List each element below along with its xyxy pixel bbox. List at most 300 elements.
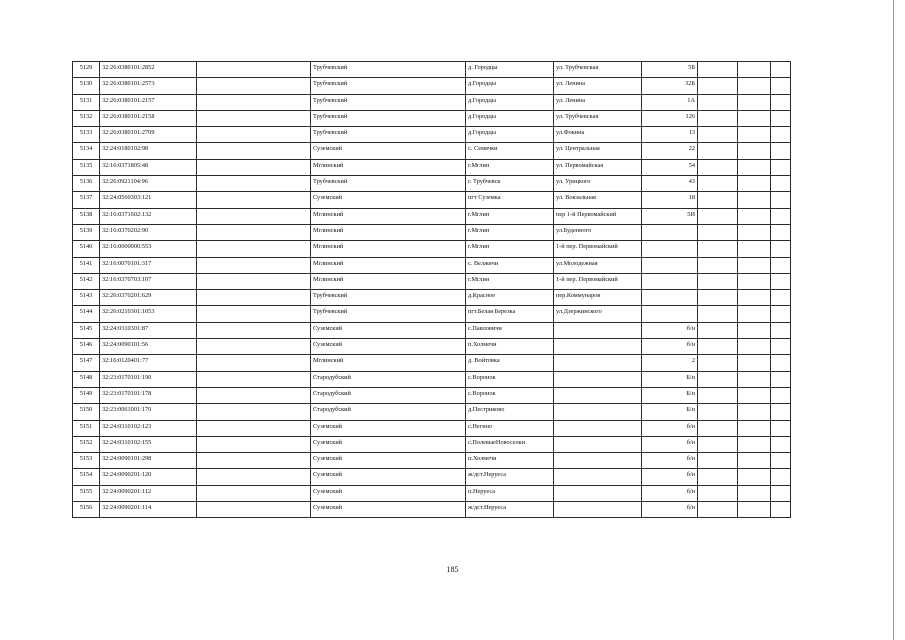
table-row bbox=[73, 224, 791, 240]
empty-cell bbox=[738, 387, 771, 403]
street bbox=[554, 453, 642, 469]
table-row bbox=[73, 257, 791, 273]
empty-cell bbox=[771, 94, 791, 110]
district: Суземский bbox=[311, 420, 466, 436]
table-row bbox=[73, 436, 791, 452]
empty-cell bbox=[698, 241, 738, 257]
table-row bbox=[73, 62, 791, 78]
row-number: 5129 bbox=[73, 62, 100, 78]
street: пер 1-й Первомайский bbox=[554, 208, 642, 224]
empty-cell bbox=[197, 322, 311, 338]
empty-cell bbox=[738, 355, 771, 371]
empty-cell bbox=[771, 62, 791, 78]
district: Трубчевский bbox=[311, 290, 466, 306]
empty-cell bbox=[738, 241, 771, 257]
empty-cell bbox=[698, 127, 738, 143]
row-number: 5146 bbox=[73, 339, 100, 355]
street: ул.Молодежная bbox=[554, 257, 642, 273]
row-number: 5145 bbox=[73, 322, 100, 338]
row-number: 5155 bbox=[73, 485, 100, 501]
house-number: б/н bbox=[642, 502, 698, 518]
row-number: 5147 bbox=[73, 355, 100, 371]
page-edge-line bbox=[893, 0, 894, 640]
table-row bbox=[73, 192, 791, 208]
empty-cell bbox=[698, 387, 738, 403]
empty-cell bbox=[738, 110, 771, 126]
empty-cell bbox=[197, 371, 311, 387]
street bbox=[554, 469, 642, 485]
empty-cell bbox=[698, 436, 738, 452]
empty-cell bbox=[197, 78, 311, 94]
street: ул. Трубчевская bbox=[554, 110, 642, 126]
empty-cell bbox=[197, 224, 311, 240]
locality: с.Воронок bbox=[466, 387, 554, 403]
district: Суземский bbox=[311, 436, 466, 452]
table-row bbox=[73, 371, 791, 387]
locality: д.Городцы bbox=[466, 110, 554, 126]
cadastral-number: 32:24:0310102:155 bbox=[100, 436, 197, 452]
row-number: 5132 bbox=[73, 110, 100, 126]
district: Суземский bbox=[311, 469, 466, 485]
empty-cell bbox=[738, 436, 771, 452]
empty-cell bbox=[771, 78, 791, 94]
empty-cell bbox=[771, 355, 791, 371]
empty-cell bbox=[738, 485, 771, 501]
cadastral-number: 32:23:0061001:170 bbox=[100, 404, 197, 420]
house-number bbox=[642, 241, 698, 257]
house-number: 5И bbox=[642, 208, 698, 224]
house-number: 32Б bbox=[642, 78, 698, 94]
cadastral-number: 32:26:0921104:96 bbox=[100, 176, 197, 192]
empty-cell bbox=[771, 420, 791, 436]
row-number: 5130 bbox=[73, 78, 100, 94]
table-row bbox=[73, 485, 791, 501]
empty-cell bbox=[771, 224, 791, 240]
district: Суземский bbox=[311, 453, 466, 469]
locality: д. Войтовка bbox=[466, 355, 554, 371]
locality: пгт Суземка bbox=[466, 192, 554, 208]
district: Трубчевский bbox=[311, 306, 466, 322]
locality: п.Холмечи bbox=[466, 453, 554, 469]
empty-cell bbox=[698, 273, 738, 289]
street bbox=[554, 371, 642, 387]
row-number: 5156 bbox=[73, 502, 100, 518]
empty-cell bbox=[698, 176, 738, 192]
cadastral-number: 32:16:0070101:317 bbox=[100, 257, 197, 273]
table-row bbox=[73, 502, 791, 518]
empty-cell bbox=[197, 192, 311, 208]
cadastral-number: 32:24:0090101:298 bbox=[100, 453, 197, 469]
empty-cell bbox=[698, 62, 738, 78]
empty-cell bbox=[197, 290, 311, 306]
empty-cell bbox=[197, 241, 311, 257]
empty-cell bbox=[771, 192, 791, 208]
table-row bbox=[73, 143, 791, 159]
empty-cell bbox=[738, 257, 771, 273]
district: Мглинский bbox=[311, 224, 466, 240]
house-number: 1А bbox=[642, 94, 698, 110]
house-number: б/н bbox=[642, 453, 698, 469]
district: Суземский bbox=[311, 322, 466, 338]
row-number: 5150 bbox=[73, 404, 100, 420]
locality: д.Пестриково bbox=[466, 404, 554, 420]
row-number: 5131 bbox=[73, 94, 100, 110]
empty-cell bbox=[738, 420, 771, 436]
house-number: б/н bbox=[642, 322, 698, 338]
empty-cell bbox=[771, 371, 791, 387]
empty-cell bbox=[771, 143, 791, 159]
street: ул. Трубчевская bbox=[554, 62, 642, 78]
district: Трубчевский bbox=[311, 78, 466, 94]
locality: пгт.Белая Березка bbox=[466, 306, 554, 322]
table-row bbox=[73, 273, 791, 289]
empty-cell bbox=[771, 404, 791, 420]
empty-cell bbox=[771, 306, 791, 322]
empty-cell bbox=[698, 143, 738, 159]
cadastral-number: 32:26:0380101:2852 bbox=[100, 62, 197, 78]
cadastral-number: 32:23:0170101:190 bbox=[100, 371, 197, 387]
street: ул.Фокина bbox=[554, 127, 642, 143]
district: Трубчевский bbox=[311, 127, 466, 143]
table-row bbox=[73, 306, 791, 322]
empty-cell bbox=[197, 453, 311, 469]
empty-cell bbox=[197, 420, 311, 436]
district: Стародубский bbox=[311, 387, 466, 403]
house-number bbox=[642, 306, 698, 322]
empty-cell bbox=[698, 224, 738, 240]
table-row bbox=[73, 176, 791, 192]
district: Трубчевский bbox=[311, 110, 466, 126]
row-number: 5137 bbox=[73, 192, 100, 208]
street: ул. Первомайская bbox=[554, 159, 642, 175]
empty-cell bbox=[698, 192, 738, 208]
empty-cell bbox=[197, 387, 311, 403]
locality: с. Велжичи bbox=[466, 257, 554, 273]
cadastral-number: 32:24:0180102:98 bbox=[100, 143, 197, 159]
table-row bbox=[73, 322, 791, 338]
cadastral-number: 32:24:0310102:123 bbox=[100, 420, 197, 436]
row-number: 5141 bbox=[73, 257, 100, 273]
house-number: 54 bbox=[642, 159, 698, 175]
district: Мглинский bbox=[311, 159, 466, 175]
empty-cell bbox=[771, 322, 791, 338]
empty-cell bbox=[738, 502, 771, 518]
house-number: 22 bbox=[642, 143, 698, 159]
house-number: 13 bbox=[642, 127, 698, 143]
empty-cell bbox=[698, 371, 738, 387]
empty-cell bbox=[698, 502, 738, 518]
house-number: 18 bbox=[642, 192, 698, 208]
row-number: 5134 bbox=[73, 143, 100, 159]
empty-cell bbox=[197, 110, 311, 126]
empty-cell bbox=[771, 127, 791, 143]
row-number: 5140 bbox=[73, 241, 100, 257]
district: Суземский bbox=[311, 192, 466, 208]
cadastral-number: 32:24:0090101:56 bbox=[100, 339, 197, 355]
row-number: 5153 bbox=[73, 453, 100, 469]
table-row bbox=[73, 469, 791, 485]
street: ул. Вокзальная bbox=[554, 192, 642, 208]
table-row bbox=[73, 208, 791, 224]
empty-cell bbox=[197, 176, 311, 192]
house-number: Б/н bbox=[642, 387, 698, 403]
empty-cell bbox=[771, 241, 791, 257]
empty-cell bbox=[771, 469, 791, 485]
locality: г. Трубчевск bbox=[466, 176, 554, 192]
empty-cell bbox=[738, 159, 771, 175]
empty-cell bbox=[698, 94, 738, 110]
table-row bbox=[73, 241, 791, 257]
empty-cell bbox=[197, 159, 311, 175]
district: Мглинский bbox=[311, 273, 466, 289]
district: Стародубский bbox=[311, 404, 466, 420]
locality: с.ПолевыеНовоселки bbox=[466, 436, 554, 452]
table-row bbox=[73, 339, 791, 355]
row-number: 5135 bbox=[73, 159, 100, 175]
table-row bbox=[73, 110, 791, 126]
empty-cell bbox=[197, 143, 311, 159]
district: Трубчевский bbox=[311, 176, 466, 192]
locality: с. Семячки bbox=[466, 143, 554, 159]
row-number: 5151 bbox=[73, 420, 100, 436]
cadastral-number: 32:26:0370201:629 bbox=[100, 290, 197, 306]
street: ул. Урицкого bbox=[554, 176, 642, 192]
house-number: 126 bbox=[642, 110, 698, 126]
empty-cell bbox=[771, 339, 791, 355]
locality: г.Мглин bbox=[466, 241, 554, 257]
table-row bbox=[73, 387, 791, 403]
cadastral-number: 32:16:0371602:132 bbox=[100, 208, 197, 224]
table-row bbox=[73, 78, 791, 94]
cadastral-number: 32:24:0090201:112 bbox=[100, 485, 197, 501]
registry-table bbox=[72, 61, 791, 518]
cadastral-number: 32:16:0120401:77 bbox=[100, 355, 197, 371]
cadastral-number: 32:26:0380101:2573 bbox=[100, 78, 197, 94]
row-number: 5143 bbox=[73, 290, 100, 306]
empty-cell bbox=[738, 224, 771, 240]
locality: д.Красное bbox=[466, 290, 554, 306]
street bbox=[554, 404, 642, 420]
house-number: 5Б bbox=[642, 62, 698, 78]
locality: д. Городцы bbox=[466, 62, 554, 78]
empty-cell bbox=[197, 62, 311, 78]
empty-cell bbox=[197, 208, 311, 224]
district: Мглинский bbox=[311, 355, 466, 371]
locality: г.Мглин bbox=[466, 208, 554, 224]
empty-cell bbox=[197, 404, 311, 420]
empty-cell bbox=[698, 339, 738, 355]
empty-cell bbox=[771, 176, 791, 192]
empty-cell bbox=[197, 306, 311, 322]
street bbox=[554, 355, 642, 371]
empty-cell bbox=[738, 306, 771, 322]
table-body bbox=[73, 62, 791, 518]
district: Стародубский bbox=[311, 371, 466, 387]
house-number: 43 bbox=[642, 176, 698, 192]
empty-cell bbox=[698, 404, 738, 420]
locality: д.Городцы bbox=[466, 78, 554, 94]
empty-cell bbox=[738, 404, 771, 420]
table-row bbox=[73, 159, 791, 175]
empty-cell bbox=[698, 306, 738, 322]
empty-cell bbox=[771, 485, 791, 501]
row-number: 5149 bbox=[73, 387, 100, 403]
table-row bbox=[73, 355, 791, 371]
empty-cell bbox=[197, 94, 311, 110]
cadastral-number: 32:24:0560303:121 bbox=[100, 192, 197, 208]
cadastral-number: 32:16:0000000:553 bbox=[100, 241, 197, 257]
empty-cell bbox=[197, 469, 311, 485]
cadastral-number: 32:24:0090201:114 bbox=[100, 502, 197, 518]
district: Трубчевский bbox=[311, 62, 466, 78]
table-row bbox=[73, 290, 791, 306]
street: 1-й пер. Первомайский bbox=[554, 273, 642, 289]
street: ул. Ленина bbox=[554, 94, 642, 110]
house-number: б/н bbox=[642, 485, 698, 501]
empty-cell bbox=[738, 192, 771, 208]
cadastral-number: 32:24:0310301:87 bbox=[100, 322, 197, 338]
empty-cell bbox=[738, 127, 771, 143]
district: Суземский bbox=[311, 502, 466, 518]
empty-cell bbox=[738, 453, 771, 469]
empty-cell bbox=[197, 257, 311, 273]
locality: с.Воронок bbox=[466, 371, 554, 387]
empty-cell bbox=[698, 355, 738, 371]
locality: п.Холмечи bbox=[466, 339, 554, 355]
empty-cell bbox=[698, 159, 738, 175]
empty-cell bbox=[771, 290, 791, 306]
empty-cell bbox=[698, 485, 738, 501]
house-number bbox=[642, 257, 698, 273]
locality: д.Городцы bbox=[466, 127, 554, 143]
locality: г.Мглин bbox=[466, 224, 554, 240]
street bbox=[554, 485, 642, 501]
locality: с.Негино bbox=[466, 420, 554, 436]
cadastral-number: 32:16:0370202:90 bbox=[100, 224, 197, 240]
street bbox=[554, 387, 642, 403]
empty-cell bbox=[771, 387, 791, 403]
district: Суземский bbox=[311, 485, 466, 501]
row-number: 5148 bbox=[73, 371, 100, 387]
empty-cell bbox=[771, 208, 791, 224]
empty-cell bbox=[197, 273, 311, 289]
empty-cell bbox=[698, 290, 738, 306]
street bbox=[554, 339, 642, 355]
locality: ж/дст.Неруеса bbox=[466, 469, 554, 485]
district: Суземский bbox=[311, 143, 466, 159]
empty-cell bbox=[197, 355, 311, 371]
empty-cell bbox=[698, 469, 738, 485]
empty-cell bbox=[738, 176, 771, 192]
empty-cell bbox=[771, 257, 791, 273]
empty-cell bbox=[698, 453, 738, 469]
cadastral-number: 32:26:0380101:2158 bbox=[100, 110, 197, 126]
district: Мглинский bbox=[311, 241, 466, 257]
house-number: Б/н bbox=[642, 371, 698, 387]
cadastral-number: 32:26:0380101:2157 bbox=[100, 94, 197, 110]
table-row bbox=[73, 94, 791, 110]
empty-cell bbox=[738, 339, 771, 355]
empty-cell bbox=[738, 62, 771, 78]
empty-cell bbox=[197, 436, 311, 452]
table-row bbox=[73, 127, 791, 143]
row-number: 5152 bbox=[73, 436, 100, 452]
empty-cell bbox=[698, 257, 738, 273]
empty-cell bbox=[738, 78, 771, 94]
house-number: б/н bbox=[642, 339, 698, 355]
table-row bbox=[73, 404, 791, 420]
page-number: 185 bbox=[446, 565, 459, 574]
locality: г.Мглин bbox=[466, 273, 554, 289]
empty-cell bbox=[698, 420, 738, 436]
street bbox=[554, 436, 642, 452]
locality: с.Павловичи bbox=[466, 322, 554, 338]
district: Мглинский bbox=[311, 208, 466, 224]
house-number: б/н bbox=[642, 436, 698, 452]
empty-cell bbox=[197, 127, 311, 143]
empty-cell bbox=[771, 502, 791, 518]
cadastral-number: 32:26:0380101:2709 bbox=[100, 127, 197, 143]
empty-cell bbox=[197, 339, 311, 355]
row-number: 5154 bbox=[73, 469, 100, 485]
empty-cell bbox=[771, 159, 791, 175]
house-number: б/н bbox=[642, 469, 698, 485]
street: ул. Центральная bbox=[554, 143, 642, 159]
empty-cell bbox=[771, 273, 791, 289]
row-number: 5138 bbox=[73, 208, 100, 224]
street: ул.Дзержинского bbox=[554, 306, 642, 322]
row-number: 5133 bbox=[73, 127, 100, 143]
empty-cell bbox=[738, 322, 771, 338]
empty-cell bbox=[771, 453, 791, 469]
house-number bbox=[642, 273, 698, 289]
row-number: 5142 bbox=[73, 273, 100, 289]
locality: г.Мглин bbox=[466, 159, 554, 175]
locality: д.Городцы bbox=[466, 94, 554, 110]
house-number: б/н bbox=[642, 420, 698, 436]
street: 1-й пер. Первомайский bbox=[554, 241, 642, 257]
cadastral-number: 32:16:0370703:107 bbox=[100, 273, 197, 289]
locality: ж/дст.Неруеса bbox=[466, 502, 554, 518]
empty-cell bbox=[698, 208, 738, 224]
empty-cell bbox=[698, 110, 738, 126]
street: ул. Ленина bbox=[554, 78, 642, 94]
empty-cell bbox=[197, 485, 311, 501]
street: пер.Коммунаров bbox=[554, 290, 642, 306]
table-row bbox=[73, 453, 791, 469]
locality: п.Неруеса bbox=[466, 485, 554, 501]
empty-cell bbox=[771, 110, 791, 126]
district: Трубчевский bbox=[311, 94, 466, 110]
empty-cell bbox=[738, 143, 771, 159]
cadastral-number: 32:24:0090201:120 bbox=[100, 469, 197, 485]
cadastral-number: 32:26:0210301:1053 bbox=[100, 306, 197, 322]
house-number bbox=[642, 290, 698, 306]
district: Суземский bbox=[311, 339, 466, 355]
house-number: 2 bbox=[642, 355, 698, 371]
empty-cell bbox=[738, 371, 771, 387]
cadastral-number: 32:16:0371805:48 bbox=[100, 159, 197, 175]
row-number: 5139 bbox=[73, 224, 100, 240]
street bbox=[554, 322, 642, 338]
empty-cell bbox=[738, 273, 771, 289]
empty-cell bbox=[738, 469, 771, 485]
empty-cell bbox=[698, 78, 738, 94]
house-number bbox=[642, 224, 698, 240]
empty-cell bbox=[738, 94, 771, 110]
empty-cell bbox=[738, 208, 771, 224]
street bbox=[554, 502, 642, 518]
